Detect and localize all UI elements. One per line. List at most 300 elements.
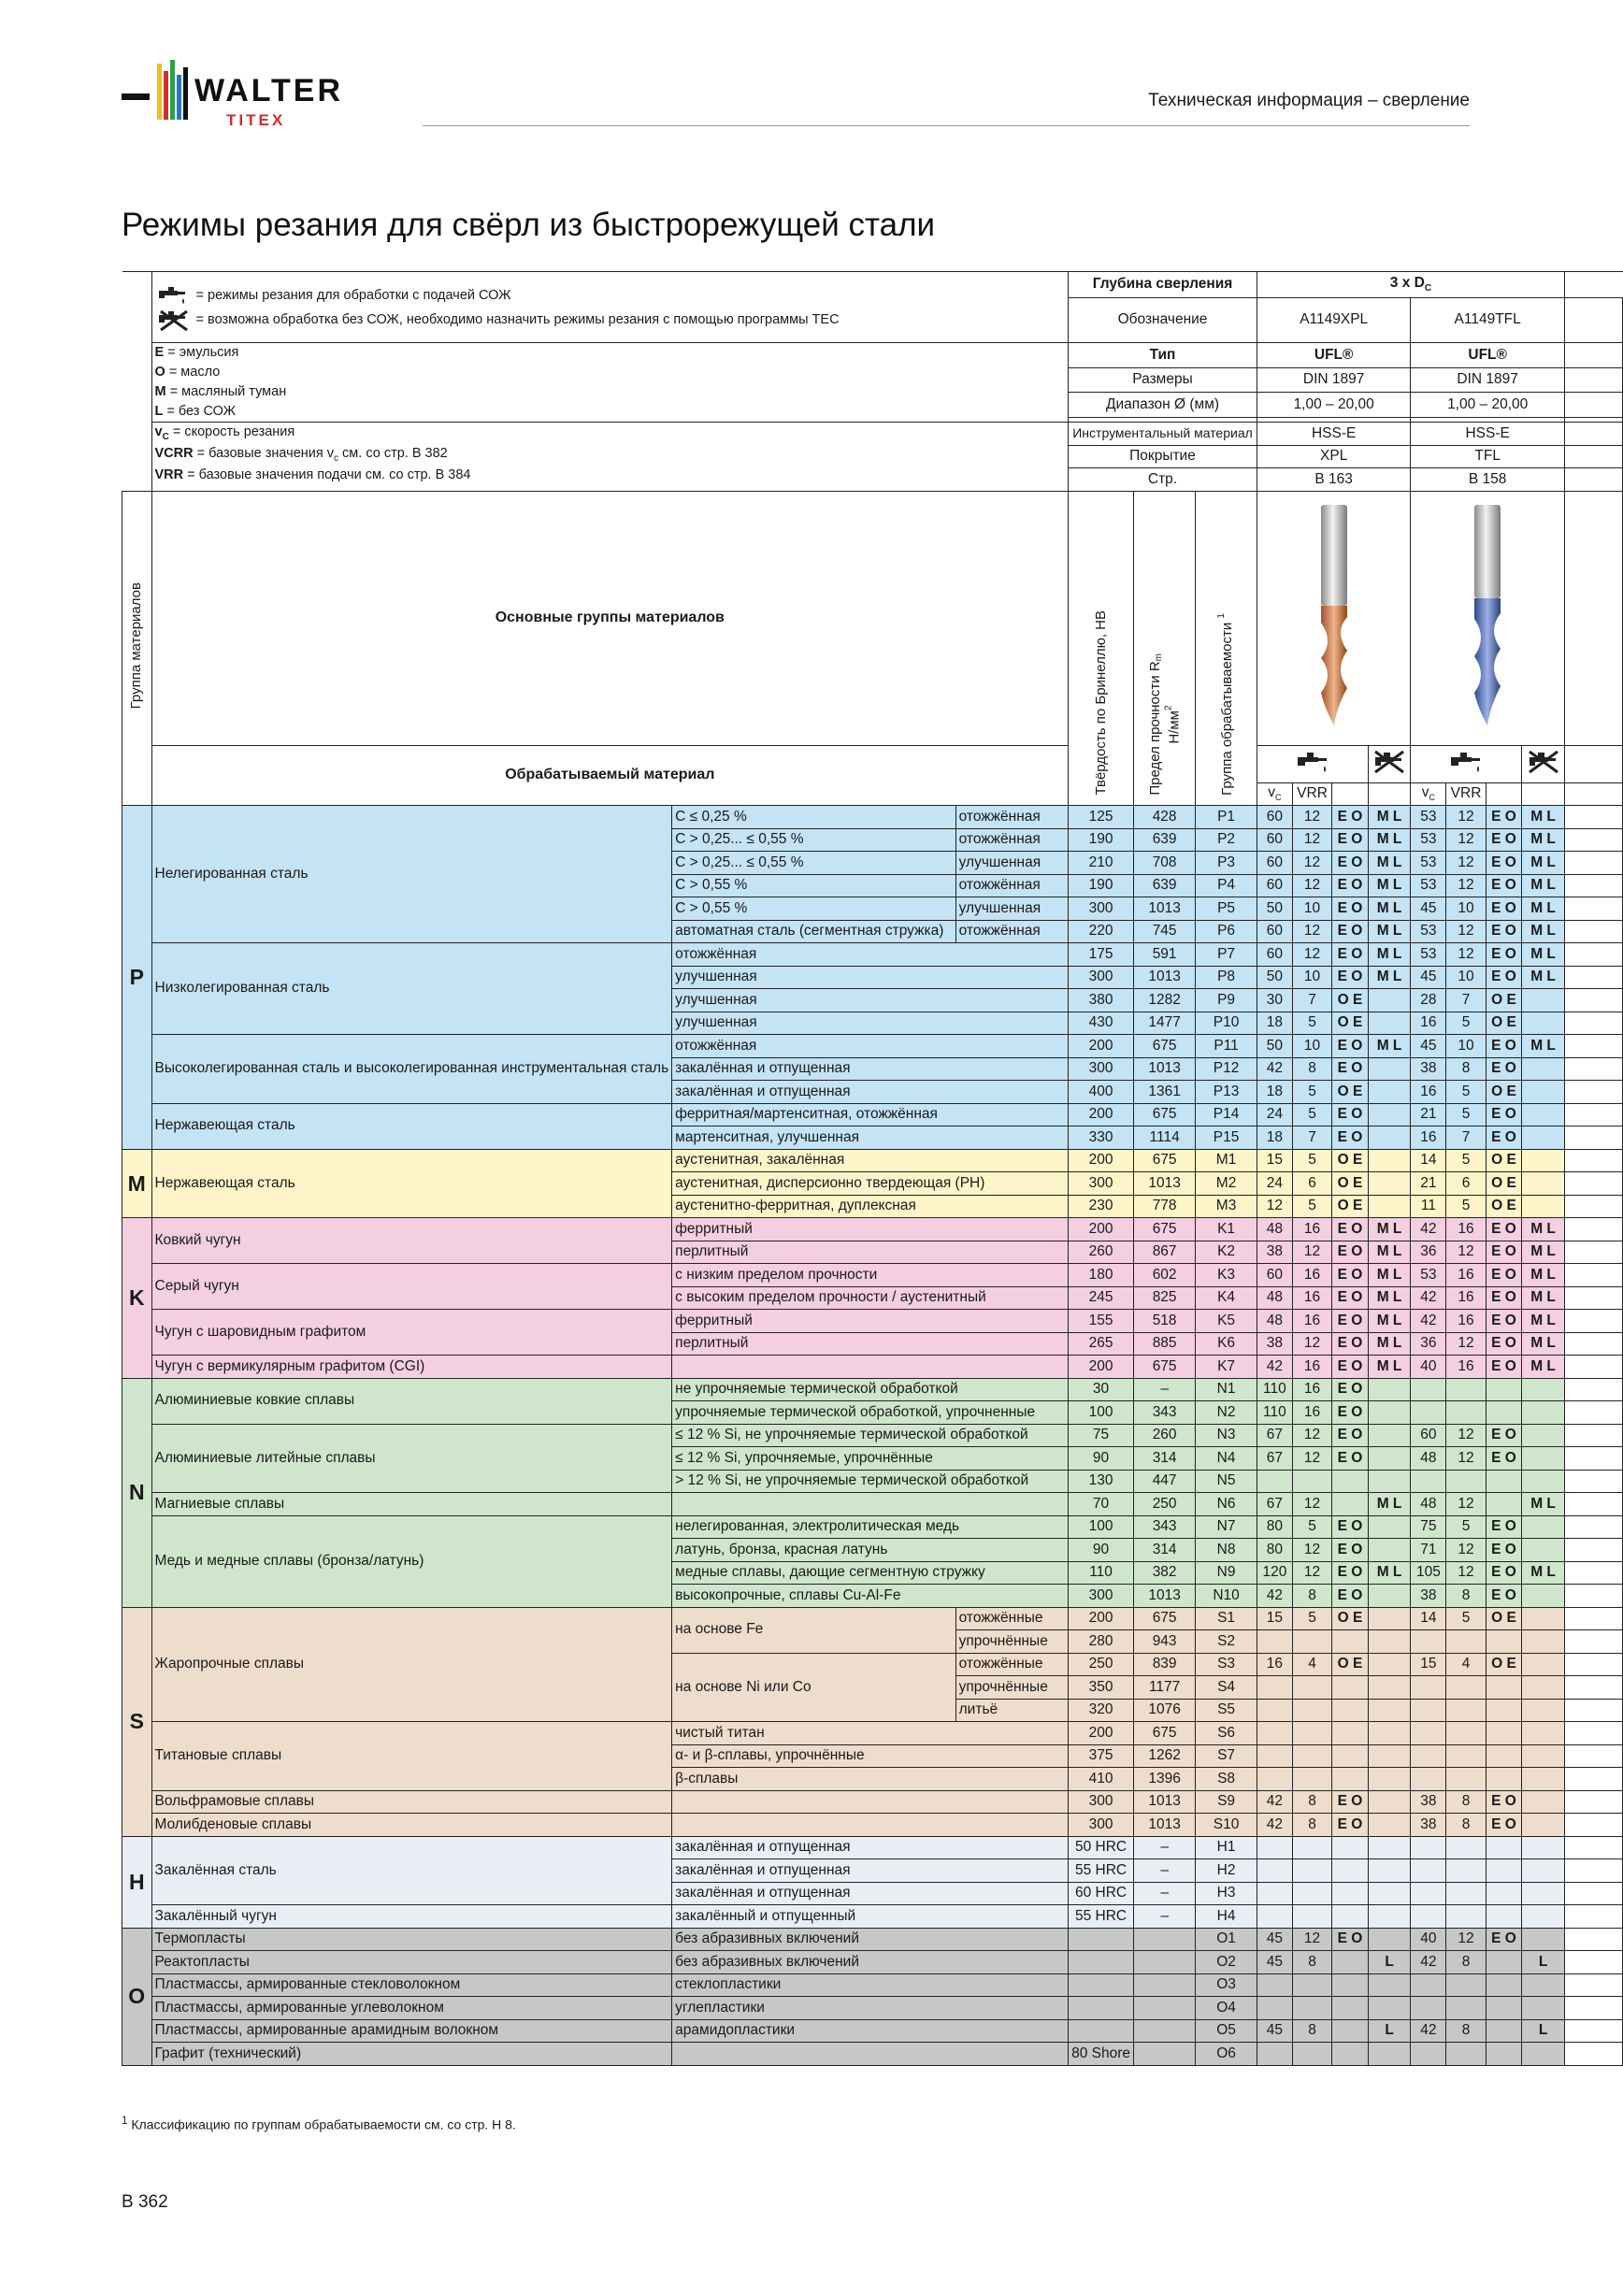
- hardness-value: 100: [1069, 1401, 1134, 1425]
- tool1-vc: [1257, 1676, 1292, 1700]
- tool1-dry-code: M L: [1368, 1218, 1411, 1241]
- tool1-vc: 42: [1257, 1790, 1292, 1814]
- tool2-vc: 36: [1411, 1241, 1446, 1264]
- tool1-coolant-code: E O: [1332, 828, 1368, 852]
- main-material-group: Реактопласты: [151, 1951, 672, 1974]
- hardness-value: 300: [1069, 1814, 1134, 1837]
- tool1-vc: [1257, 2043, 1292, 2066]
- tool2-vc: 53: [1411, 806, 1446, 829]
- machinability-group: O6: [1196, 2043, 1257, 2066]
- tool2-vrr: [1446, 1378, 1486, 1401]
- sizes-label: Размеры: [1069, 367, 1257, 393]
- tool2-dry-code: M L: [1522, 1286, 1565, 1310]
- spacer-cell: [1564, 1928, 1622, 1951]
- tool2-dry-code: [1522, 1836, 1565, 1859]
- strength-value: 639: [1134, 874, 1196, 897]
- material-detail: без абразивных включений: [672, 1951, 1069, 1974]
- tool2-vrr-header: VRR: [1446, 782, 1486, 806]
- tool1-vc: 67: [1257, 1447, 1292, 1471]
- material-detail: ≤ 12 % Si, не упрочняемые термической обработкой: [672, 1424, 1069, 1447]
- tool2-vc: [1411, 1676, 1446, 1700]
- tool1-dry-code: M L: [1368, 1286, 1411, 1310]
- tool2-coolant-code: E O: [1486, 1332, 1521, 1356]
- legend-dry: = возможна обработка без СОЖ, необходимо назначить режимы резания с помощью программы TEC: [195, 311, 840, 327]
- tool1-dry-code: M L: [1368, 943, 1411, 967]
- tool1-dry-code: M L: [1368, 828, 1411, 852]
- tool1-coolant-code: E O: [1332, 966, 1368, 989]
- table-row: [122, 1905, 1623, 1929]
- tool1-dry-code: [1368, 1515, 1411, 1539]
- coolant-icon: [1292, 748, 1333, 776]
- machinability-group: S6: [1196, 1722, 1257, 1745]
- tool1-vrr: 16: [1292, 1356, 1331, 1379]
- tool1-vc: [1257, 1470, 1292, 1493]
- tool2-vc: 28: [1411, 989, 1446, 1012]
- tool1-vc: 110: [1257, 1378, 1292, 1401]
- hardness-value: 180: [1069, 1264, 1134, 1287]
- tool2-dry-code: [1522, 1607, 1565, 1630]
- tool2-vc: [1411, 1768, 1446, 1791]
- spacer-cell: [1564, 989, 1622, 1012]
- tool2-vrr: 8: [1446, 2019, 1486, 2043]
- tool1-vrr-header: VRR: [1292, 782, 1331, 806]
- tool1-range: 1,00 – 20,00: [1257, 393, 1411, 418]
- table-row: [122, 1264, 1623, 1287]
- strength-value: [1134, 1997, 1196, 2020]
- spacer-cell: [1564, 1401, 1622, 1425]
- tool1-dry-code: [1368, 1447, 1411, 1471]
- hardness-value: 200: [1069, 1035, 1134, 1058]
- tool2-vc: 45: [1411, 1035, 1446, 1058]
- tool1-dry-code: [1368, 2043, 1411, 2066]
- tool2-coolant-code: [1486, 2019, 1521, 2043]
- tool2-dry-code: [1522, 1882, 1565, 1905]
- tool1-vc: [1257, 1744, 1292, 1768]
- tool2-vrr: 5: [1446, 1195, 1486, 1218]
- tool1-vc: 50: [1257, 966, 1292, 989]
- machinability-group: O4: [1196, 1997, 1257, 2020]
- tool1-vrr: 12: [1292, 1561, 1331, 1585]
- tool1-vrr: 12: [1292, 1424, 1331, 1447]
- tool2-vrr: 5: [1446, 1103, 1486, 1126]
- hardness-value: 30: [1069, 1378, 1134, 1401]
- hardness-value: [1069, 1951, 1134, 1974]
- main-material-group: Чугун с вермикулярным графитом (CGI): [151, 1356, 672, 1379]
- tool2-dry-code: M L: [1522, 1310, 1565, 1333]
- strength-value: –: [1134, 1882, 1196, 1905]
- machinability-group: O1: [1196, 1928, 1257, 1951]
- tool2-dry-code: [1522, 1149, 1565, 1172]
- tool1-vrr: 5: [1292, 1103, 1331, 1126]
- tool1-vc: 18: [1257, 1081, 1292, 1104]
- material-detail: улучшенная: [672, 989, 1069, 1012]
- machinability-group: M1: [1196, 1149, 1257, 1172]
- tool1-vc-header: $v_C$: [1257, 782, 1292, 806]
- spacer-cell: [1564, 1378, 1622, 1401]
- section-title: Техническая информация – сверление: [1148, 91, 1470, 110]
- tool1-vc: 48: [1257, 1310, 1292, 1333]
- tool2-dry-code: [1522, 1744, 1565, 1768]
- material-detail: с высоким пределом прочности / аустенитный: [672, 1286, 1069, 1310]
- hardness-value: [1069, 1973, 1134, 1997]
- tool2-vc: [1411, 1699, 1446, 1722]
- spacer-cell: [1564, 1126, 1622, 1150]
- tool2-vrr: 12: [1446, 1928, 1486, 1951]
- tool2-vc: 38: [1411, 1814, 1446, 1837]
- tool2-vrr: 10: [1446, 1035, 1486, 1058]
- tool1-coolant-code: O E: [1332, 1653, 1368, 1676]
- strength-value: 745: [1134, 920, 1196, 943]
- tool2-dry-code: M L: [1522, 1035, 1565, 1058]
- tool1-dry-code: M L: [1368, 852, 1411, 875]
- tool1-coolant-code: O E: [1332, 1149, 1368, 1172]
- strength-value: 1361: [1134, 1081, 1196, 1104]
- tool2-coolant-code: O E: [1486, 1172, 1521, 1196]
- tool1-coolant-code: E O: [1332, 1241, 1368, 1264]
- tool2-vrr: 8: [1446, 1951, 1486, 1974]
- tool1-vc: 38: [1257, 1241, 1292, 1264]
- tool2-coolant-code: O E: [1486, 1149, 1521, 1172]
- tool1-vrr: 8: [1292, 2019, 1331, 2043]
- main-material-group: Пластмассы, армированные арамидным волокном: [151, 2019, 672, 2043]
- tool1-vrr: [1292, 1905, 1331, 1929]
- tool1-vc: 50: [1257, 1035, 1292, 1058]
- tool1-vc: 30: [1257, 989, 1292, 1012]
- strength-value: 314: [1134, 1539, 1196, 1562]
- hardness-value: 410: [1069, 1768, 1134, 1791]
- tool1-vc: 24: [1257, 1172, 1292, 1196]
- tool2-vc: [1411, 1882, 1446, 1905]
- tool2-coolant-code: [1486, 1401, 1521, 1425]
- machinability-group: K5: [1196, 1310, 1257, 1333]
- table-row: [122, 1973, 1623, 1997]
- tool1-vrr: 7: [1292, 1126, 1331, 1150]
- tool1-vrr: [1292, 1676, 1331, 1700]
- material-condition: отожжённые: [955, 1607, 1068, 1630]
- tool1-coolant-code: E O: [1332, 1218, 1368, 1241]
- tool1-vc: [1257, 1699, 1292, 1722]
- tool1-dry-code: M L: [1368, 966, 1411, 989]
- tool1-coolant-code: [1332, 1836, 1368, 1859]
- tool1-dry-code: M L: [1368, 1310, 1411, 1333]
- workpiece-header: Обрабатываемый материал: [151, 745, 1069, 806]
- tool2-dry-code: [1522, 1859, 1565, 1883]
- spacer-cell: [1564, 1035, 1622, 1058]
- tool1-dry-code: [1368, 1973, 1411, 1997]
- tool1-coolant-code: E O: [1332, 1035, 1368, 1058]
- material-detail: закалённая и отпущенная: [672, 1882, 1069, 1905]
- tool1-vrr: 8: [1292, 1951, 1331, 1974]
- strength-value: 708: [1134, 852, 1196, 875]
- strength-value: 1076: [1134, 1699, 1196, 1722]
- tool1-coolant-code: [1332, 1722, 1368, 1745]
- tool1-dry-code: [1368, 1607, 1411, 1630]
- main-material-group: Нержавеющая сталь: [151, 1149, 672, 1218]
- hardness-value: 100: [1069, 1515, 1134, 1539]
- tool1-vc: 67: [1257, 1493, 1292, 1516]
- group-header: Группа материалов: [122, 491, 152, 806]
- tool1-image: [1257, 491, 1411, 745]
- tool1-vrr: 8: [1292, 1585, 1331, 1608]
- tool2-dry-code: [1522, 1814, 1565, 1837]
- machinability-group: K2: [1196, 1241, 1257, 1264]
- strength-value: 343: [1134, 1401, 1196, 1425]
- material-detail: [672, 1493, 1069, 1516]
- tool2-dry-code: [1522, 1997, 1565, 2020]
- tool1-coolant-code: O E: [1332, 989, 1368, 1012]
- tool1-coolant-code: E O: [1332, 1332, 1368, 1356]
- spacer-cell: [1564, 1103, 1622, 1126]
- strength-value: 591: [1134, 943, 1196, 967]
- machinability-group: S1: [1196, 1607, 1257, 1630]
- tool2-vc: 71: [1411, 1539, 1446, 1562]
- tool1-vrr: 12: [1292, 943, 1331, 967]
- tool1-coolant-code: E O: [1332, 1378, 1368, 1401]
- tool2-coolant-code: E O: [1486, 828, 1521, 852]
- tool2-coating: TFL: [1411, 445, 1565, 468]
- strength-value: 518: [1134, 1310, 1196, 1333]
- tool2-vrr: [1446, 2043, 1486, 2066]
- tool2-vrr: 16: [1446, 1356, 1486, 1379]
- tool1-vc: 18: [1257, 1012, 1292, 1035]
- tool2-dry-code: M L: [1522, 1561, 1565, 1585]
- tool2-vc: [1411, 1744, 1446, 1768]
- tool2-vc: [1411, 1905, 1446, 1929]
- tool1-vrr: 10: [1292, 1035, 1331, 1058]
- spacer-cell: [1564, 1356, 1622, 1379]
- tool1-vc: 60: [1257, 943, 1292, 967]
- tool2-vrr: [1446, 1905, 1486, 1929]
- tool2-vc: 105: [1411, 1561, 1446, 1585]
- tool2-coolant-code: [1486, 1378, 1521, 1401]
- tool1-dry-code: [1368, 1470, 1411, 1493]
- tool2-dry-icon-cell: [1522, 745, 1565, 782]
- strength-value: 1013: [1134, 1585, 1196, 1608]
- tool1-material: HSS-E: [1257, 423, 1411, 446]
- tool1-coolant-code: E O: [1332, 1790, 1368, 1814]
- tool1-coolant-code: [1332, 1973, 1368, 1997]
- machinability-group: P8: [1196, 966, 1257, 989]
- tool2-coolant-code: [1486, 1973, 1521, 1997]
- tool2-vc: 45: [1411, 966, 1446, 989]
- tool2-vc: 11: [1411, 1195, 1446, 1218]
- tool1-coolant-code: E O: [1332, 1310, 1368, 1333]
- material-detail: закалённая и отпущенная: [672, 1859, 1069, 1883]
- machinability-group: H4: [1196, 1905, 1257, 1929]
- material-detail: [672, 1356, 1069, 1379]
- table-row: [122, 1218, 1623, 1241]
- spacer-cell: [1564, 943, 1622, 967]
- tool2-vc: [1411, 1401, 1446, 1425]
- hardness-value: 55 HRC: [1069, 1905, 1134, 1929]
- tool1-dry-code: M L: [1368, 1264, 1411, 1287]
- machinability-group: K6: [1196, 1332, 1257, 1356]
- hardness-value: 200: [1069, 1356, 1134, 1379]
- tool2-vrr: [1446, 1470, 1486, 1493]
- tool2-coolant-code: E O: [1486, 874, 1521, 897]
- tool2-coolant-code: [1486, 1768, 1521, 1791]
- tool1-vrr: 5: [1292, 1081, 1331, 1104]
- tool1-vc: 18: [1257, 1126, 1292, 1150]
- tool2-vc: 53: [1411, 828, 1446, 852]
- spacer-cell: [1564, 1768, 1622, 1791]
- strength-value: 314: [1134, 1447, 1196, 1471]
- tool1-vc: [1257, 1882, 1292, 1905]
- material-detail: аустенитная, закалённая: [672, 1149, 1069, 1172]
- tool1-coolant-code: E O: [1332, 1356, 1368, 1379]
- tool2-vrr: 10: [1446, 897, 1486, 921]
- table-row: [122, 2019, 1623, 2043]
- tool2-vrr: 5: [1446, 1081, 1486, 1104]
- tool2-vrr: [1446, 1973, 1486, 1997]
- tool1-dry-code: [1368, 1997, 1411, 2020]
- tool1-vc: [1257, 1997, 1292, 2020]
- machinability-group: M3: [1196, 1195, 1257, 1218]
- strength-value: 675: [1134, 1218, 1196, 1241]
- tool1-vc: [1257, 1905, 1292, 1929]
- material-condition: упрочнённые: [955, 1676, 1068, 1700]
- tool1-dry-code: M L: [1368, 897, 1411, 921]
- legend-coolant: = режимы резания для обработки с подачей СОЖ: [195, 287, 511, 303]
- machinability-group: P7: [1196, 943, 1257, 967]
- tool1-vc: 42: [1257, 1585, 1292, 1608]
- tool2-coolant-code: [1486, 1859, 1521, 1883]
- tool2-dry-code: [1522, 1447, 1565, 1471]
- spacer-cell: [1564, 1332, 1622, 1356]
- tool1-vrr: [1292, 1470, 1331, 1493]
- strength-value: 825: [1134, 1286, 1196, 1310]
- material-group-letter: H: [122, 1836, 152, 1928]
- tool1-designation: A1149XPL: [1257, 298, 1411, 343]
- tool1-vrr: 8: [1292, 1057, 1331, 1081]
- tool2-coolant-code: E O: [1486, 1515, 1521, 1539]
- tool2-vrr: [1446, 1401, 1486, 1425]
- tool1-dry-code: [1368, 1172, 1411, 1196]
- tool2-vc: 14: [1411, 1149, 1446, 1172]
- tool1-page[interactable]: B 163: [1257, 468, 1411, 492]
- tool1-vrr: 12: [1292, 874, 1331, 897]
- tool2-dry-code: [1522, 1905, 1565, 1929]
- tool2-dry-code: M L: [1522, 966, 1565, 989]
- tool2-vc: 15: [1411, 1653, 1446, 1676]
- tool1-dry-code: [1368, 1836, 1411, 1859]
- tool2-coolant-code: E O: [1486, 943, 1521, 967]
- spacer-cell: [1564, 1149, 1622, 1172]
- strength-value: 447: [1134, 1470, 1196, 1493]
- tool1-vrr: 4: [1292, 1653, 1331, 1676]
- tool1-dry-code: [1368, 1103, 1411, 1126]
- table-row: [122, 1997, 1623, 2020]
- tool2-coolant-code: [1486, 1882, 1521, 1905]
- tool2-vc: 21: [1411, 1103, 1446, 1126]
- hardness-value: 130: [1069, 1470, 1134, 1493]
- tool2-dry-code: [1522, 1973, 1565, 1997]
- tool1-coolant-code: E O: [1332, 1103, 1368, 1126]
- drill-xpl-image: [1306, 501, 1362, 735]
- tool2-dry-code: L: [1522, 2019, 1565, 2043]
- strength-value: 1396: [1134, 1768, 1196, 1791]
- hardness-value: 200: [1069, 1103, 1134, 1126]
- tool1-vc: 42: [1257, 1356, 1292, 1379]
- main-material-group: Жаропрочные сплавы: [151, 1607, 672, 1722]
- machinability-group: O5: [1196, 2019, 1257, 2043]
- tool1-vrr: 8: [1292, 1790, 1331, 1814]
- machinability-header: Группа обрабатываемости $^1$: [1196, 491, 1257, 806]
- tool1-vrr: 10: [1292, 897, 1331, 921]
- spacer-cell: [1564, 806, 1622, 829]
- hardness-value: 80 Shore: [1069, 2043, 1134, 2066]
- hardness-value: 400: [1069, 1081, 1134, 1104]
- tool2-page[interactable]: B 158: [1411, 468, 1565, 492]
- table-row: [122, 1836, 1623, 1859]
- tool2-coolant-code: [1486, 1951, 1521, 1974]
- tool1-vrr: 12: [1292, 1539, 1331, 1562]
- hardness-value: 210: [1069, 852, 1134, 875]
- tool1-vc: 60: [1257, 874, 1292, 897]
- tool1-coolant-code: [1332, 2019, 1368, 2043]
- dry-machining-icon: [155, 308, 193, 332]
- spacer-cell: [1564, 1057, 1622, 1081]
- tool2-designation: A1149TFL: [1411, 298, 1565, 343]
- tool1-vc: [1257, 1859, 1292, 1883]
- machinability-group: S4: [1196, 1676, 1257, 1700]
- tool2-vc: 53: [1411, 1264, 1446, 1287]
- machinability-group: N7: [1196, 1515, 1257, 1539]
- machinability-group: P13: [1196, 1081, 1257, 1104]
- tool1-dry-code: [1368, 1126, 1411, 1150]
- material-detail: на основе Fe: [672, 1607, 955, 1653]
- machinability-group: P9: [1196, 989, 1257, 1012]
- tool2-vc: 40: [1411, 1356, 1446, 1379]
- tool2-vrr: 12: [1446, 1447, 1486, 1471]
- tool1-coolant-code: E O: [1332, 1561, 1368, 1585]
- tool1-vrr: [1292, 1997, 1331, 2020]
- hardness-value: 70: [1069, 1493, 1134, 1516]
- strength-value: 675: [1134, 1722, 1196, 1745]
- tool2-coolant-code: [1486, 1630, 1521, 1654]
- tool2-vrr: 6: [1446, 1172, 1486, 1196]
- machinability-group: P2: [1196, 828, 1257, 852]
- table-row: [122, 1722, 1623, 1745]
- tool2-vrr: 10: [1446, 966, 1486, 989]
- tool2-coolant-code: E O: [1486, 1539, 1521, 1562]
- tool1-coolant-code: E O: [1332, 1057, 1368, 1081]
- tool2-coolant-code: O E: [1486, 989, 1521, 1012]
- table-row: [122, 1424, 1623, 1447]
- strength-value: 885: [1134, 1332, 1196, 1356]
- strength-value: [1134, 1973, 1196, 1997]
- tool2-range: 1,00 – 20,00: [1411, 393, 1565, 418]
- tool2-vc: 14: [1411, 1607, 1446, 1630]
- material-detail: упрочняемые термической обработкой, упрочненные: [672, 1401, 1069, 1425]
- material-detail: C > 0,25... ≤ 0,55 %: [672, 828, 955, 852]
- tool1-dry-code: [1368, 1814, 1411, 1837]
- main-material-group: Алюминиевые литейные сплавы: [151, 1424, 672, 1493]
- tool1-vrr: 12: [1292, 920, 1331, 943]
- machinability-group: S8: [1196, 1768, 1257, 1791]
- table-row: [122, 1790, 1623, 1814]
- tool1-vrr: [1292, 1722, 1331, 1745]
- spacer-cell: [1564, 1836, 1622, 1859]
- material-condition: улучшенная: [955, 852, 1068, 875]
- tool1-dry-code: [1368, 1539, 1411, 1562]
- machinability-group: P5: [1196, 897, 1257, 921]
- tool2-dry-code: [1522, 1928, 1565, 1951]
- tool1-dry-code: [1368, 1012, 1411, 1035]
- tool2-image: [1411, 491, 1565, 745]
- spacer-cell: [1564, 852, 1622, 875]
- type-label: Тип: [1069, 343, 1257, 368]
